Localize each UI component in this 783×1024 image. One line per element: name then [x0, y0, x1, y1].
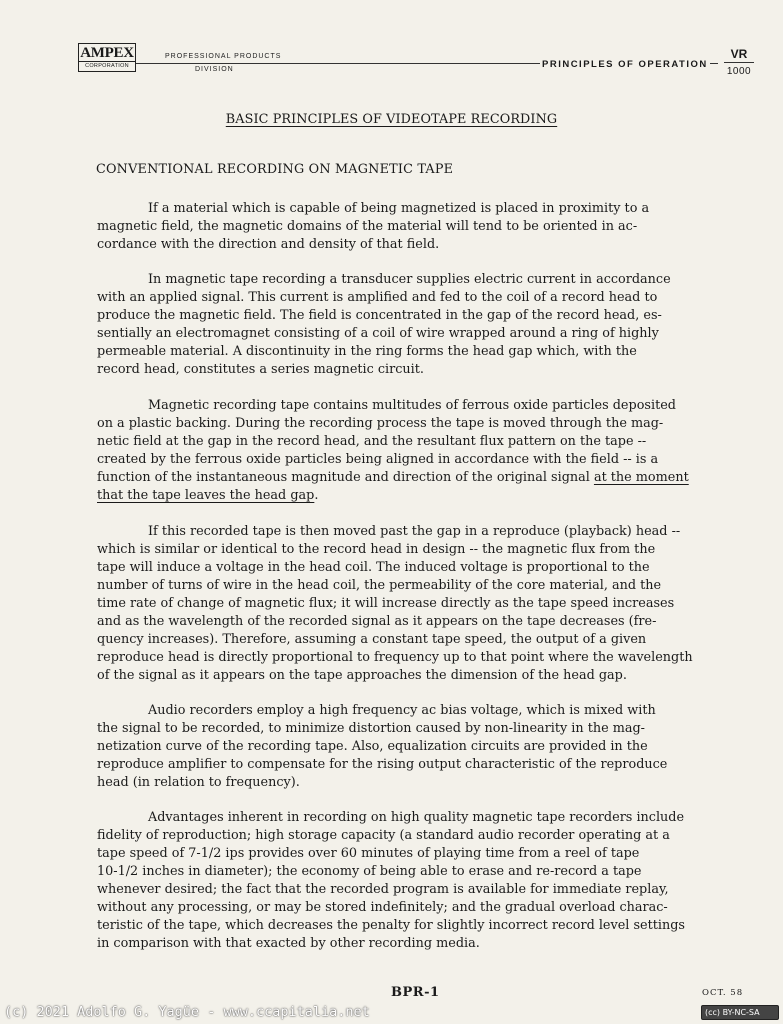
document-title [0, 112, 783, 127]
paragraph-4 [97, 523, 729, 685]
logo-subtitle: CORPORATION [79, 61, 135, 71]
paragraph-2 [97, 271, 729, 379]
copyright-watermark: (c) 2021 Adolfo G. Yagüe - www.ccapitalia.net [4, 1004, 370, 1020]
division-line-1: PROFESSIONAL PRODUCTS [165, 53, 282, 60]
paragraph-line: quency increases). Therefore, assuming a constant tape speed, the output of a given [97, 632, 647, 647]
paragraph-line: teristic of the tape, which decreases the penalty for slightly incorrect record level settings [97, 918, 685, 933]
paragraph-line: netic field at the gap in the record head, and the resultant flux pattern on the tape -- [97, 434, 647, 449]
document-date: OCT. 58 [702, 988, 744, 998]
license-badge[interactable]: (cc) BY-NC-SA [701, 1005, 779, 1020]
paragraph-3 [97, 397, 729, 505]
paragraph-line: produce the magnetic field. The field is concentrated in the gap of the record head, es- [97, 308, 662, 323]
document-code-top: VR [724, 47, 754, 63]
paragraph-6 [97, 809, 729, 953]
paragraph-line: and as the wavelength of the recorded signal as it appears on the tape decreases (fre- [97, 614, 657, 629]
paragraph-text: . [314, 488, 319, 503]
document-title-text: BASIC PRINCIPLES OF VIDEOTAPE RECORDING [225, 112, 558, 127]
paragraph-line: If this recorded tape is then moved past the gap in a reproduce (playback) head -- [148, 524, 681, 539]
paragraph-line: Audio recorders employ a high frequency ac bias voltage, which is mixed with [148, 703, 656, 718]
paragraph-line: number of turns of wire in the head coil, the permeability of the core material, and the [97, 578, 662, 593]
document-code-bottom: 1000 [726, 66, 752, 77]
page-number: BPR-1 [391, 985, 440, 1000]
paragraph-line: in comparison with that exacted by other recording media. [97, 936, 480, 951]
paragraph-line: which is similar or identical to the record head in design -- the magnetic flux from the [97, 542, 656, 557]
underlined-phrase: at the moment [593, 470, 689, 485]
paragraph-5 [97, 702, 729, 792]
section-label: PRINCIPLES OF OPERATION [542, 59, 708, 70]
division-line-2: DIVISION [195, 66, 234, 73]
paragraph-line: tape speed of 7-1/2 ips provides over 60 minutes of playing time from a reel of tape [97, 846, 640, 861]
paragraph-line: of the signal as it appears on the tape approaches the dimension of the head gap. [97, 668, 627, 683]
paragraph-line: on a plastic backing. During the recording process the tape is moved through the mag- [97, 416, 664, 431]
paragraph-line: time rate of change of magnetic flux; it will increase directly as the tape speed increases [97, 596, 675, 611]
paragraph-line: fidelity of reproduction; high storage capacity (a standard audio recorder operating at a [97, 828, 670, 843]
paragraph-line: without any processing, or may be stored indefinitely; and the gradual overload charac- [97, 900, 668, 915]
paragraph-line: Advantages inherent in recording on high quality magnetic tape recorders include [148, 810, 685, 825]
paragraph-line: head (in relation to frequency). [97, 775, 300, 790]
paragraph-line: 10-1/2 inches in diameter); the economy of being able to erase and re-record a tape [97, 864, 642, 879]
paragraph-line: whenever desired; the fact that the recorded program is available for immediate replay, [97, 882, 669, 897]
section-heading: CONVENTIONAL RECORDING ON MAGNETIC TAPE [96, 162, 454, 177]
paragraph-line: sentially an electromagnet consisting of a coil of wire wrapped around a ring of highly [97, 326, 659, 341]
paragraph-line: reproduce head is directly proportional to frequency up to that point where the wavelength [97, 650, 693, 665]
paragraph-line: permeable material. A discontinuity in the ring forms the head gap which, with the [97, 344, 637, 359]
paragraph-text: function of the instantaneous magnitude and direction of the original signal [97, 470, 594, 485]
paragraph-line: cordance with the direction and density of that field. [97, 237, 440, 252]
paragraph-line: Magnetic recording tape contains multitudes of ferrous oxide particles deposited [148, 398, 676, 413]
paragraph-line: created by the ferrous oxide particles being aligned in accordance with the field -- is a [97, 452, 659, 467]
paragraph-line: reproduce amplifier to compensate for the rising output characteristic of the reproduce [97, 757, 668, 772]
paragraph-line: record head, constitutes a series magnetic circuit. [97, 362, 424, 377]
logo-name: AMPEX [80, 45, 134, 61]
paragraph-line: netization curve of the recording tape. Also, equalization circuits are provided in the [97, 739, 648, 754]
paragraph-line: If a material which is capable of being magnetized is placed in proximity to a [148, 201, 650, 216]
paragraph-line: tape will induce a voltage in the head coil. The induced voltage is proportional to the [97, 560, 650, 575]
ampex-logo [78, 43, 136, 72]
paragraph-line: In magnetic tape recording a transducer supplies electric current in accordance [148, 272, 671, 287]
paragraph-line: magnetic field, the magnetic domains of the material will tend to be oriented in ac- [97, 219, 638, 234]
paragraph-line [97, 469, 729, 487]
underlined-phrase: that the tape leaves the head gap [97, 488, 315, 503]
paragraph-1 [97, 200, 729, 254]
paragraph-line [97, 487, 729, 505]
paragraph-line: the signal to be recorded, to minimize distortion caused by non-linearity in the mag- [97, 721, 646, 736]
document-code [724, 47, 754, 79]
paragraph-line: with an applied signal. This current is amplified and fed to the coil of a record head to [97, 290, 658, 305]
